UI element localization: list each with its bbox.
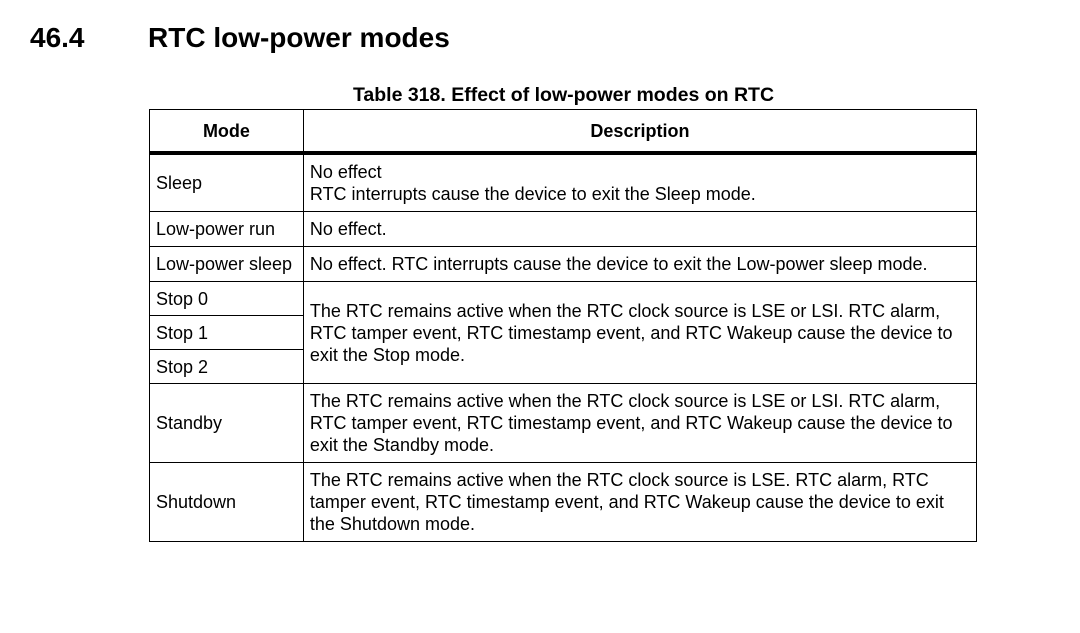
section-number: 46.4 <box>30 22 85 53</box>
desc-cell-standby: The RTC remains active when the RTC clock source is LSE or LSI. RTC alarm, RTC tamper event, RTC timestamp event, and RTC Wakeup cause the device to exit the Standby mode. <box>303 384 976 463</box>
desc-cell-low-power-run: No effect. <box>303 212 976 247</box>
mode-cell-low-power-run: Low-power run <box>150 212 304 247</box>
mode-cell-standby: Standby <box>150 384 304 463</box>
table-row <box>150 384 977 463</box>
table-row <box>150 247 977 282</box>
desc-cell-low-power-sleep: No effect. RTC interrupts cause the device to exit the Low-power sleep mode. <box>303 247 976 282</box>
desc-cell-sleep <box>303 153 976 212</box>
mode-cell-low-power-sleep: Low-power sleep <box>150 247 304 282</box>
mode-cell-shutdown: Shutdown <box>150 463 304 542</box>
desc-cell-stop: The RTC remains active when the RTC clock source is LSE or LSI. RTC alarm, RTC tamper event, RTC timestamp event, and RTC Wakeup cause the device to exit the Stop mode. <box>303 282 976 384</box>
table-row <box>150 153 977 212</box>
desc-cell-shutdown: The RTC remains active when the RTC clock source is LSE. RTC alarm, RTC tamper event, RTC timestamp event, and RTC Wakeup cause the device to exit the Shutdown mode. <box>303 463 976 542</box>
mode-cell-stop-2: Stop 2 <box>150 350 304 384</box>
desc-sleep-line1: No effect <box>309 162 382 182</box>
mode-cell-stop-0: Stop 0 <box>150 282 304 316</box>
mode-cell-stop-1: Stop 1 <box>150 316 304 350</box>
table-header-row <box>150 110 977 154</box>
table-row <box>150 282 977 316</box>
header-description: Description <box>303 110 976 154</box>
rtc-low-power-table <box>149 109 977 542</box>
table-caption: Table 318. Effect of low-power modes on RTC <box>352 84 775 106</box>
section-title: RTC low-power modes <box>148 22 450 53</box>
table-row <box>150 463 977 542</box>
table-row <box>150 212 977 247</box>
mode-cell-sleep: Sleep <box>150 153 304 212</box>
desc-sleep-line2: RTC interrupts cause the device to exit the Sleep mode. <box>309 184 756 204</box>
header-mode: Mode <box>150 110 304 154</box>
